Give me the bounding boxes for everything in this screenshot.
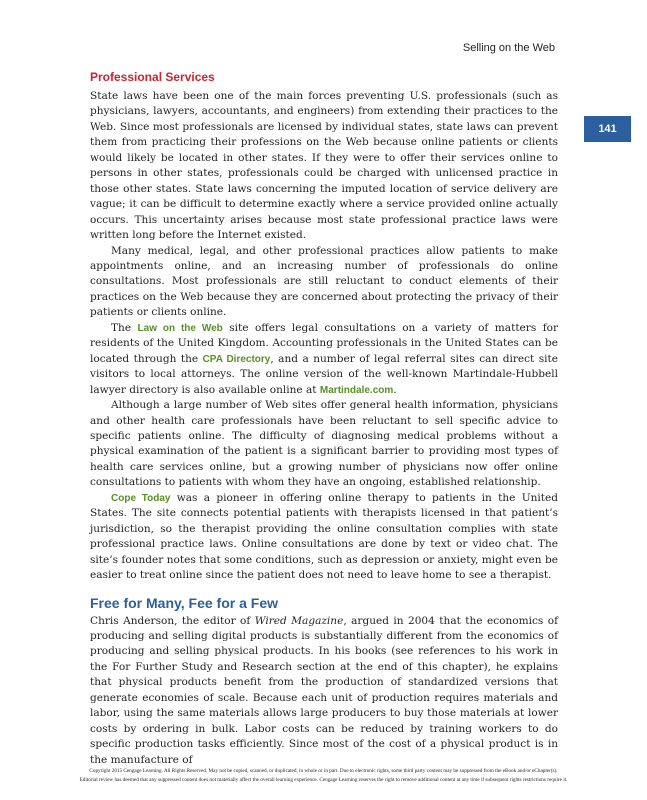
paragraph <box>90 321 558 398</box>
paragraph <box>90 491 558 584</box>
page-body <box>90 69 558 768</box>
italic-title: Wired Magazine <box>254 614 344 627</box>
text-run: , argued in 2004 that the economics of producing and selling digital products is substantially different from the economics of producing and selling physical products. In his books (see references to his work in the For Further Study and Research section at the end of this chapter), he explains that physical products benefit from the production of standardized versions that generate economies of scale. Because each unit of production requires materials and labor, using the same materials allows large producers to buy those materials at lower costs by ordering in bulk. Labor costs can be reduced by training workers to do specific production tasks efficiently. Since most of the cost of a physical product is in the manufacture of <box>90 614 558 766</box>
section-heading-free-for-many: Free for Many, Fee for a Few <box>90 594 279 611</box>
text-run: , and a number of legal referral sites can direct site visitors to local attorneys. The online version of the well-known Martindale-Hubbell lawyer directory is also available online at <box>90 352 558 396</box>
page-number-tab <box>584 116 631 142</box>
text-run: was a pioneer in offering online therapy to patients in the United States. The site connects potential patients with therapists licensed in that patient’s jurisdiction, so the therapist providing the online consultation complies with state professional practice laws. Online consultations are done by text or video chat. The site’s founder notes that some conditions, such as depression or anxiety, might even be easier to treat online since the patient does not need to leave home to see a therapist. <box>90 491 558 582</box>
paragraph: Although a large number of Web sites offer general health information, physicians and other health care professionals have been reluctant to sell specific advice to specific patients online. The difficulty of diagnosing medical problems without a physical examination of the patient is a significant barrier to providing most types of health care services online, but a growing number of physicians now offer online consultations to patients with whom they have an ongoing, established relationship. <box>90 399 558 489</box>
text-run: Chris Anderson, the editor of <box>90 614 255 627</box>
page-number: 141 <box>598 123 617 135</box>
link-law-on-the-web[interactable]: Law on the Web <box>137 322 223 334</box>
text-run: The <box>111 321 138 334</box>
copyright-line: Copyright 2015 Cengage Learning. All Rights Reserved. May not be copied, scanned, or duplicated, in whole or in part. Due to electronic rights, some third party content may be suppressed from the eBook and/or eChapter(s). <box>89 768 558 774</box>
link-martindale[interactable]: Martindale.com <box>319 384 394 396</box>
copyright-line: Editorial review has deemed that any suppressed content does not materially affect the overall learning experience. Cengage Learning reserves the right to remove additional content at any time if subsequent rights restrictions require it. <box>79 777 568 783</box>
link-cope-today[interactable]: Cope Today <box>111 492 171 504</box>
text-run: . <box>393 383 397 396</box>
paragraph <box>90 614 558 769</box>
paragraph: State laws have been one of the main forces preventing U.S. professionals (such as physicians, lawyers, accountants, and engineers) from extending their practices to the Web. Since most professionals are licensed by individual states, state laws can prevent them from practicing their professions on the Web because online patients or clients would likely be located in other states. If they were to offer their services online to persons in other states, professionals could be charged with unlicensed practice in those other states. State laws concerning the imputed location of service delivery are vague; it can be difficult to determine exactly where a service provided online actually occurs. This uncertainty arises because most state professional practice laws were written long before the Internet existed. <box>90 90 558 242</box>
section-heading-professional-services: Professional Services <box>90 70 215 84</box>
link-cpa-directory[interactable]: CPA Directory <box>202 353 271 365</box>
copyright-footer <box>0 767 647 785</box>
paragraph: Many medical, legal, and other professional practices allow patients to make appointments online, and an increasing number of professionals do online consultations. Most professionals are still reluctant to conduct elements of their practices on the Web because they are concerned about protecting the privacy of their patients or clients online. <box>90 244 558 319</box>
text-run: site offers legal consultations on a variety of matters for residents of the United Kingdom. Accounting professionals in the United States can be located through the <box>90 321 558 365</box>
running-head: Selling on the Web <box>462 42 555 54</box>
